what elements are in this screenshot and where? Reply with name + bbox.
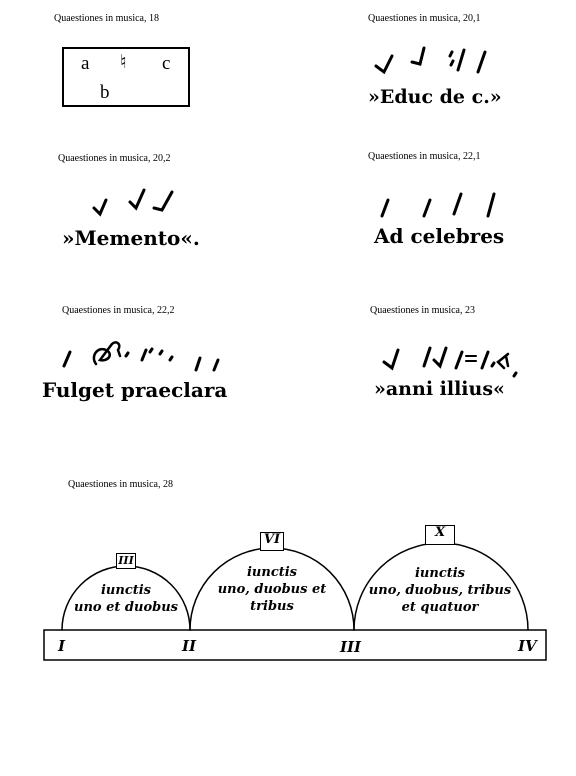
arc-2-line-2: uno, duobus et — [217, 582, 327, 597]
arc-label-3 — [360, 565, 520, 616]
arc-3-line-2: uno, duobus, tribus — [368, 583, 512, 598]
arc-label-2 — [200, 564, 344, 615]
letter-b: b — [100, 82, 110, 103]
point-label-1: I — [58, 637, 66, 655]
arc-2-line-3: tribus — [250, 599, 294, 614]
point-label-4: IV — [518, 637, 537, 655]
caption-q20-2: Quaestiones in musica, 20,2 — [58, 153, 171, 164]
text-22-1: Ad celebres — [374, 224, 505, 248]
caption-q22-2: Quaestiones in musica, 22,2 — [62, 305, 175, 316]
caption-q20-1: Quaestiones in musica, 20,1 — [368, 13, 481, 24]
arc-3-line-1: iunctis — [414, 566, 466, 581]
text-20-1: »Educ de c.» — [368, 86, 502, 108]
arc-number-box-1: III — [116, 553, 136, 569]
caption-q23: Quaestiones in musica, 23 — [370, 305, 475, 316]
caption-q22-1: Quaestiones in musica, 22,1 — [368, 151, 481, 162]
point-label-2: II — [182, 637, 197, 655]
arc-number-box-2: VI — [260, 532, 284, 551]
text-20-2: »Memento«. — [62, 226, 200, 250]
caption-q28: Quaestiones in musica, 28 — [68, 479, 173, 490]
arc-1-line-1: iunctis — [100, 583, 152, 598]
arc-1-line-2: uno et duobus — [74, 600, 178, 615]
point-label-3: III — [340, 638, 362, 656]
caption-q18: Quaestiones in musica, 18 — [54, 13, 159, 24]
letter-a: a — [81, 53, 90, 74]
text-22-2: Fulget praeclara — [42, 378, 228, 402]
letter-c: c — [162, 53, 171, 74]
arc-3-line-3: et quatuor — [401, 600, 479, 615]
text-23: »anni illius« — [374, 378, 505, 400]
arc-label-1 — [68, 582, 184, 616]
arc-number-box-3: X — [425, 525, 455, 545]
arc-2-line-1: iunctis — [246, 565, 298, 580]
letter-b-square: ♮ — [120, 51, 127, 73]
